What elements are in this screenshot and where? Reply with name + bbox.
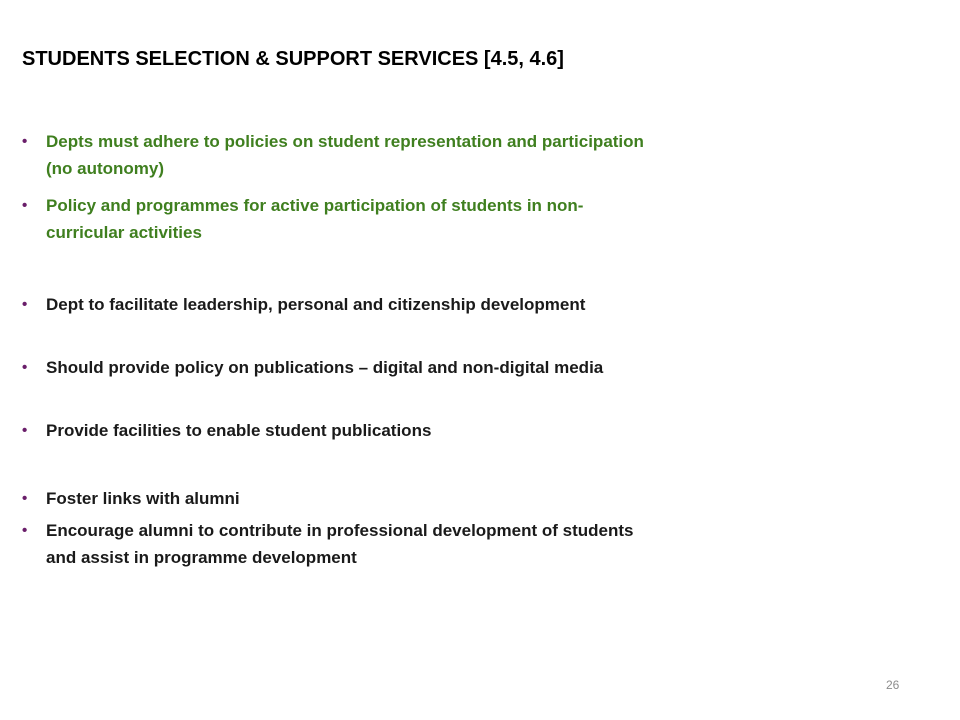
bullet-text: Should provide policy on publications – digital and non-digital media xyxy=(46,358,604,377)
page-number: 26 xyxy=(886,678,900,692)
bullet-text: Depts must adhere to policies on student representation and participation (no autonomy) xyxy=(46,132,644,178)
bullet-dot-icon: • xyxy=(22,133,28,150)
bullet-dot-icon: • xyxy=(22,490,28,507)
bullet-text: Foster links with alumni xyxy=(46,489,240,508)
bullet-text: Policy and programmes for active participation of students in non-curricular activities xyxy=(46,196,584,242)
bullet-dot-icon: • xyxy=(22,296,28,313)
slide-title: STUDENTS SELECTION & SUPPORT SERVICES [4.5, 4.6] xyxy=(22,48,564,70)
bullet-dot-icon: • xyxy=(22,522,28,539)
bullet-text: Dept to facilitate leadership, personal and citizenship development xyxy=(46,295,586,314)
bullet-dot-icon: • xyxy=(22,422,28,439)
bullet-text: Provide facilities to enable student publications xyxy=(46,421,432,440)
bullet-dot-icon: • xyxy=(22,197,28,214)
bullet-dot-icon: • xyxy=(22,359,28,376)
bullet-text: Encourage alumni to contribute in professional development of students and assist in programme development xyxy=(46,521,634,567)
